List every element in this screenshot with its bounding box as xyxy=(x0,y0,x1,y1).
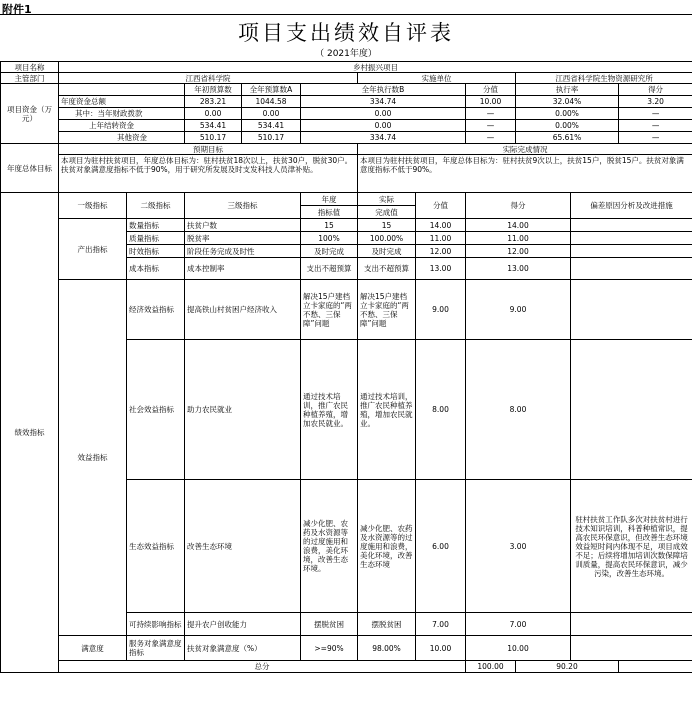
h-got: 得分 xyxy=(466,193,571,219)
target-value: >=90% xyxy=(301,636,358,661)
project-name: 乡村振兴项目 xyxy=(59,62,692,73)
reason-text xyxy=(571,340,692,480)
project-name-label: 项目名称 xyxy=(1,62,59,73)
reason-text xyxy=(571,613,692,636)
l3-name: 改善生态环境 xyxy=(185,480,301,613)
reason-text xyxy=(571,258,692,280)
funds-rate: 65.61% xyxy=(516,132,619,144)
l3-name: 成本控制率 xyxy=(185,258,301,280)
impl-name: 江西省科学院生物资源研究所 xyxy=(516,73,692,84)
funds-full: 510.17 xyxy=(242,132,301,144)
funds-got: 3.20 xyxy=(619,96,692,108)
score-value: 13.00 xyxy=(416,258,466,280)
l3-name: 提高铁山村贫困户经济收入 xyxy=(185,280,301,340)
h-l3: 三级指标 xyxy=(185,193,301,219)
col-full: 全年预算数A xyxy=(242,84,301,96)
got-value: 11.00 xyxy=(466,232,571,245)
funds-row-name: 其中：当年财政拨款 xyxy=(59,108,185,120)
target-value: 100% xyxy=(301,232,358,245)
total-label: 总分 xyxy=(59,661,466,673)
dept-name: 江西省科学院 xyxy=(59,73,358,84)
score-value: 7.00 xyxy=(416,613,466,636)
reason-text xyxy=(571,219,692,232)
l3-name: 阶段任务完成及时性 xyxy=(185,245,301,258)
target-value: 解决15户建档立卡家庭的“两不愁、三保障”问题 xyxy=(301,280,358,340)
h-actual-a: 实际 xyxy=(358,193,416,206)
actual-goal-text: 本项目为驻村扶贫项目，年度总体目标为：驻村扶贫9次以上，扶贫15户，脱贫15户。扶贫对象满意度指标不低于90%。 xyxy=(358,155,692,193)
funds-exec: 334.74 xyxy=(301,96,466,108)
target-value: 支出不超预算 xyxy=(301,258,358,280)
h-actual-b: 完成值 xyxy=(358,206,416,219)
funds-got: — xyxy=(619,132,692,144)
score-value: 6.00 xyxy=(416,480,466,613)
output-label: 产出指标 xyxy=(59,219,127,280)
table-row xyxy=(1,636,692,661)
impl-label: 实施单位 xyxy=(358,73,516,84)
funds-got: — xyxy=(619,120,692,132)
col-score: 分值 xyxy=(466,84,516,96)
score-value: 8.00 xyxy=(416,340,466,480)
funds-score: 10.00 xyxy=(466,96,516,108)
total-blank xyxy=(619,661,692,673)
target-value: 15 xyxy=(301,219,358,232)
actual-value: 15 xyxy=(358,219,416,232)
got-value: 10.00 xyxy=(466,636,571,661)
funds-full: 0.00 xyxy=(242,108,301,120)
funds-row xyxy=(1,120,692,132)
h-score: 分值 xyxy=(416,193,466,219)
actual-value: 通过技术培训，推广农民种植养殖，增加农民就业。 xyxy=(358,340,416,480)
score-value: 10.00 xyxy=(416,636,466,661)
funds-exec: 0.00 xyxy=(301,108,466,120)
funds-row-name: 上年结转资金 xyxy=(59,120,185,132)
score-value: 12.00 xyxy=(416,245,466,258)
target-value: 减少化肥、农药及水资源等的过度施用和浪费，美化环境，改善生态环境。 xyxy=(301,480,358,613)
table-row xyxy=(1,219,692,232)
total-score: 100.00 xyxy=(466,661,516,673)
evaluation-table xyxy=(0,61,692,673)
col-exec: 全年执行数B xyxy=(301,84,466,96)
funds-got: — xyxy=(619,108,692,120)
funds-row xyxy=(1,108,692,120)
reason-text xyxy=(571,280,692,340)
h-target-a: 年度 xyxy=(301,193,358,206)
actual-value: 摆脱贫困 xyxy=(358,613,416,636)
got-value: 9.00 xyxy=(466,280,571,340)
funds-initial: 0.00 xyxy=(185,108,242,120)
funds-exec: 334.74 xyxy=(301,132,466,144)
funds-score: — xyxy=(466,132,516,144)
l2-name: 可持续影响指标 xyxy=(127,613,185,636)
got-value: 3.00 xyxy=(466,480,571,613)
table-row xyxy=(1,280,692,340)
target-value: 及时完成 xyxy=(301,245,358,258)
funds-row xyxy=(1,132,692,144)
funds-rate: 0.00% xyxy=(516,120,619,132)
l2-name: 生态效益指标 xyxy=(127,480,185,613)
actual-goal-label: 实际完成情况 xyxy=(358,144,692,155)
reason-text xyxy=(571,245,692,258)
top-divider xyxy=(0,14,692,15)
total-row xyxy=(1,661,692,673)
funds-rate: 32.04% xyxy=(516,96,619,108)
l3-name: 扶贫对象满意度（%） xyxy=(185,636,301,661)
l2-name: 成本指标 xyxy=(127,258,185,280)
funds-header-blank xyxy=(59,84,185,96)
h-l1: 一级指标 xyxy=(59,193,127,219)
funds-row xyxy=(1,96,692,108)
perf-label: 绩效指标 xyxy=(1,193,59,673)
expected-goal-text: 本项目为驻村扶贫项目，年度总体目标为：驻村扶贫18次以上，扶贫30户，脱贫30户。扶贫对象满意度指标不低于90%，用于研究所发展及时支发科技人员津补贴。 xyxy=(59,155,358,193)
actual-value: 支出不超预算 xyxy=(358,258,416,280)
l3-name: 助力农民就业 xyxy=(185,340,301,480)
reason-text: 驻村扶贫工作队多次对扶贫村进行技术知识培训，科普种植常识，提高农民环保意识，但改善生态环境效益短时间内体现不足，项目成效不足；后续将增加培训次数保障培训质量，提高农民环保意识，减少污染，改善生态环境。 xyxy=(571,480,692,613)
funds-row-name: 其他资金 xyxy=(59,132,185,144)
l2-name: 社会效益指标 xyxy=(127,340,185,480)
l3-name: 提升农户创收能力 xyxy=(185,613,301,636)
benefit-label: 效益指标 xyxy=(59,280,127,636)
l2-name: 质量指标 xyxy=(127,232,185,245)
funds-score: — xyxy=(466,108,516,120)
funds-label: 项目资金（万元） xyxy=(1,84,59,144)
l3-name: 扶贫户数 xyxy=(185,219,301,232)
funds-initial: 510.17 xyxy=(185,132,242,144)
satisfaction-label: 满意度 xyxy=(59,636,127,661)
score-value: 9.00 xyxy=(416,280,466,340)
col-got: 得分 xyxy=(619,84,692,96)
funds-initial: 283.21 xyxy=(185,96,242,108)
got-value: 7.00 xyxy=(466,613,571,636)
actual-value: 及时完成 xyxy=(358,245,416,258)
l3-name: 脱贫率 xyxy=(185,232,301,245)
score-value: 14.00 xyxy=(416,219,466,232)
dept-label: 主管部门 xyxy=(1,73,59,84)
target-value: 通过技术培训，推广农民种植养殖，增加农民就业。 xyxy=(301,340,358,480)
l2-name: 经济效益指标 xyxy=(127,280,185,340)
score-value: 11.00 xyxy=(416,232,466,245)
goals-label: 年度总体目标 xyxy=(1,144,59,193)
funds-full: 534.41 xyxy=(242,120,301,132)
target-value: 摆脱贫困 xyxy=(301,613,358,636)
h-target-b: 指标值 xyxy=(301,206,358,219)
actual-value: 100.00% xyxy=(358,232,416,245)
l2-name: 服务对象满意度指标 xyxy=(127,636,185,661)
got-value: 8.00 xyxy=(466,340,571,480)
actual-value: 解决15户建档立卡家庭的“两不愁、三保障”问题 xyxy=(358,280,416,340)
h-reason: 偏差原因分析及改进措施 xyxy=(571,193,692,219)
expected-goal-label: 预期目标 xyxy=(59,144,358,155)
l2-name: 时效指标 xyxy=(127,245,185,258)
funds-initial: 534.41 xyxy=(185,120,242,132)
got-value: 14.00 xyxy=(466,219,571,232)
funds-score: — xyxy=(466,120,516,132)
col-initial: 年初预算数 xyxy=(185,84,242,96)
attachment-label: 附件1 xyxy=(2,3,32,16)
funds-exec: 0.00 xyxy=(301,120,466,132)
funds-row-name: 年度资金总额 xyxy=(59,96,185,108)
funds-rate: 0.00% xyxy=(516,108,619,120)
got-value: 13.00 xyxy=(466,258,571,280)
col-rate: 执行率 xyxy=(516,84,619,96)
l2-name: 数量指标 xyxy=(127,219,185,232)
actual-value: 98.00% xyxy=(358,636,416,661)
total-got: 90.20 xyxy=(516,661,619,673)
got-value: 12.00 xyxy=(466,245,571,258)
page-title: 项目支出绩效自评表 xyxy=(238,21,454,45)
reason-text xyxy=(571,636,692,661)
funds-full: 1044.58 xyxy=(242,96,301,108)
report-year: （ 2021年度） xyxy=(315,49,377,59)
h-l2: 二级指标 xyxy=(127,193,185,219)
actual-value: 减少化肥、农药及水资源等的过度施用和浪费，美化环境，改善生态环境 xyxy=(358,480,416,613)
reason-text xyxy=(571,232,692,245)
